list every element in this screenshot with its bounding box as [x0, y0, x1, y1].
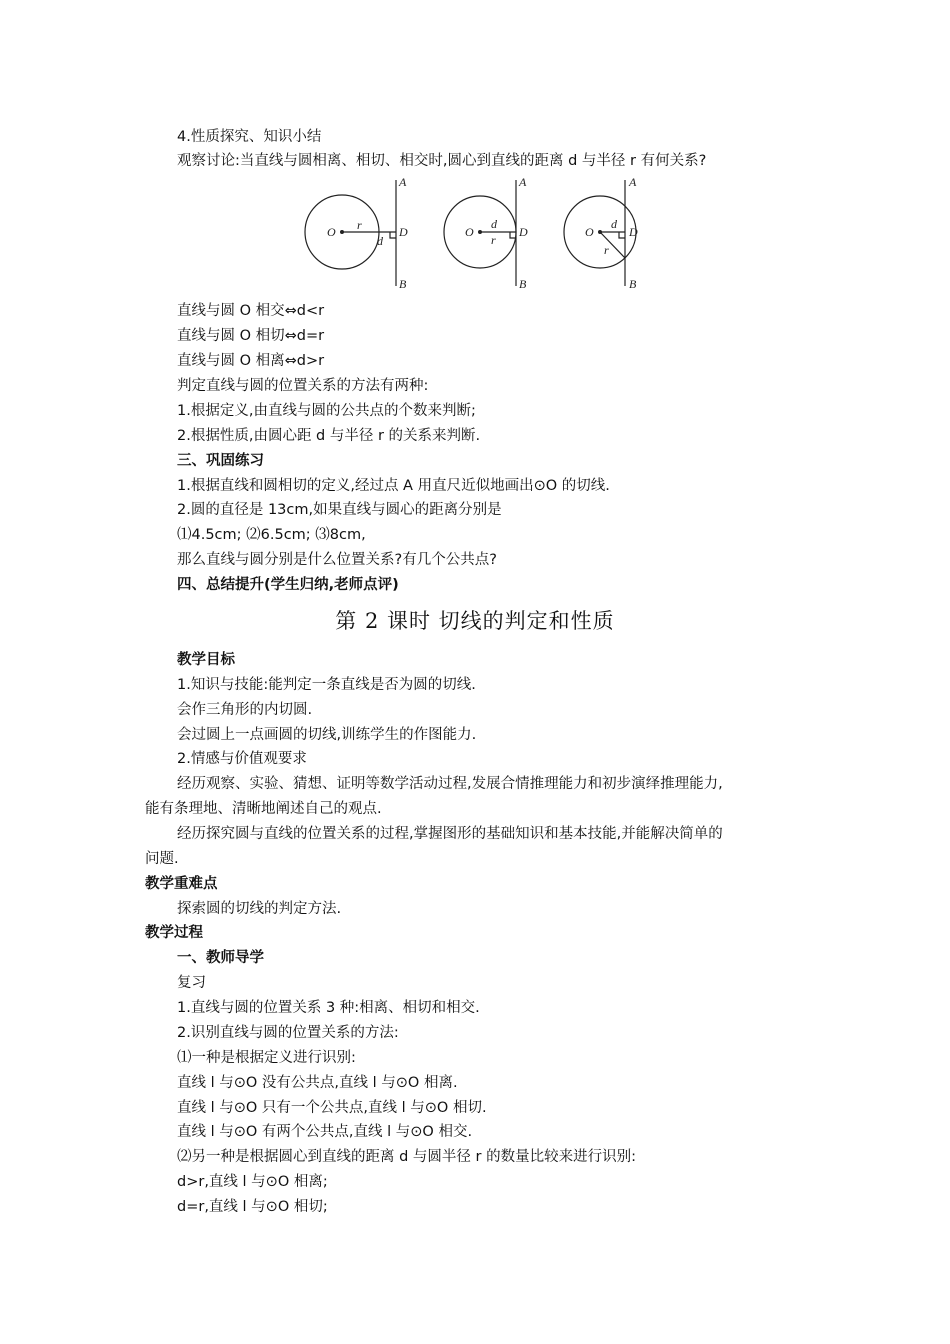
- para2-line2: 问题.: [145, 851, 179, 867]
- goal-4: 2.情感与价值观要求: [177, 751, 307, 767]
- right-angle-3: [619, 232, 625, 238]
- label-b-3: B: [629, 277, 637, 291]
- review-item-6: 直线 l 与⊙O 有两个公共点,直线 l 与⊙O 相交.: [177, 1124, 473, 1140]
- label-d-point-3: D: [629, 225, 638, 239]
- review-label: 复习: [177, 975, 206, 991]
- review-item-8: d>r,直线 l 与⊙O 相离;: [177, 1174, 328, 1190]
- circle-line-figure: [300, 172, 650, 294]
- process-heading: 教学过程: [145, 925, 203, 941]
- label-r-1: r: [357, 218, 362, 232]
- review-item-4: 直线 l 与⊙O 没有公共点,直线 l 与⊙O 相离.: [177, 1075, 458, 1091]
- section3-item-3: ⑴4.5cm; ⑵6.5cm; ⑶8cm,: [177, 527, 366, 543]
- review-item-3: ⑴一种是根据定义进行识别:: [177, 1050, 356, 1066]
- para1-line1: 经历观察、实验、猜想、证明等数学活动过程,发展合情推理能力和初步演绎推理能力,: [177, 776, 723, 792]
- lesson2-title: 第 2 课时 切线的判定和性质: [335, 609, 615, 633]
- label-o-1: O: [327, 225, 336, 239]
- goal-3: 会过圆上一点画圆的切线,训练学生的作图能力.: [177, 727, 477, 743]
- label-a-1: A: [399, 175, 407, 189]
- review-item-1: 1.直线与圆的位置关系 3 种:相离、相切和相交.: [177, 1000, 480, 1016]
- label-d-point-1: D: [399, 225, 408, 239]
- relation-intersect: 直线与圆 O 相交⇔d<r: [177, 303, 325, 319]
- label-b-2: B: [519, 277, 527, 291]
- difficulty-text: 探索圆的切线的判定方法.: [177, 901, 342, 917]
- label-r-3: r: [604, 243, 609, 257]
- relation-tangent: 直线与圆 O 相切⇔d=r: [177, 328, 325, 344]
- label-b-1: B: [399, 277, 407, 291]
- section3-item-1: 1.根据直线和圆相切的定义,经过点 A 用直尺近似地画出⊙O 的切线.: [177, 478, 610, 494]
- relation-separate: 直线与圆 O 相离⇔d>r: [177, 353, 325, 369]
- section3-item-2: 2.圆的直径是 13cm,如果直线与圆心的距离分别是: [177, 502, 502, 518]
- review-item-5: 直线 l 与⊙O 只有一个公共点,直线 l 与⊙O 相切.: [177, 1100, 487, 1116]
- step1-heading: 一、教师导学: [177, 950, 264, 966]
- difficulty-heading: 教学重难点: [145, 876, 218, 892]
- para2-line1: 经历探究圆与直线的位置关系的过程,掌握图形的基础知识和基本技能,并能解决简单的: [177, 826, 723, 842]
- label-r-2: r: [491, 233, 496, 247]
- label-o-3: O: [585, 225, 594, 239]
- label-o-2: O: [465, 225, 474, 239]
- para1-line2: 能有条理地、清晰地阐述自己的观点.: [145, 801, 382, 817]
- section4-heading: 4.性质探究、知识小结: [177, 129, 322, 145]
- center-dot-1: [340, 230, 344, 234]
- methods-intro: 判定直线与圆的位置关系的方法有两种:: [177, 378, 429, 394]
- section3-heading: 三、巩固练习: [177, 453, 264, 469]
- review-item-7: ⑵另一种是根据圆心到直线的距离 d 与圆半径 r 的数量比较来进行识别:: [177, 1149, 636, 1165]
- label-d-3: d: [611, 217, 617, 231]
- center-dot-2: [478, 230, 482, 234]
- label-a-3: A: [629, 175, 637, 189]
- method-item-1: 1.根据定义,由直线与圆的公共点的个数来判断;: [177, 403, 476, 419]
- section4-question: 观察讨论:当直线与圆相离、相切、相交时,圆心到直线的距离 d 与半径 r 有何关系?: [177, 153, 707, 169]
- label-a-2: A: [519, 175, 527, 189]
- label-d-1: d: [377, 234, 383, 248]
- label-d-2: d: [491, 217, 497, 231]
- review-item-9: d=r,直线 l 与⊙O 相切;: [177, 1199, 328, 1215]
- section4b-heading: 四、总结提升(学生归纳,老师点评): [177, 577, 399, 593]
- right-angle-1: [390, 232, 396, 238]
- method-item-2: 2.根据性质,由圆心距 d 与半径 r 的关系来判断.: [177, 428, 481, 444]
- label-d-point-2: D: [519, 225, 528, 239]
- goal-2: 会作三角形的内切圆.: [177, 702, 313, 718]
- center-dot-3: [598, 230, 602, 234]
- review-item-2: 2.识别直线与圆的位置关系的方法:: [177, 1025, 399, 1041]
- goals-heading: 教学目标: [177, 652, 235, 668]
- section3-item-4: 那么直线与圆分别是什么位置关系?有几个公共点?: [177, 552, 497, 568]
- goal-1: 1.知识与技能:能判定一条直线是否为圆的切线.: [177, 677, 476, 693]
